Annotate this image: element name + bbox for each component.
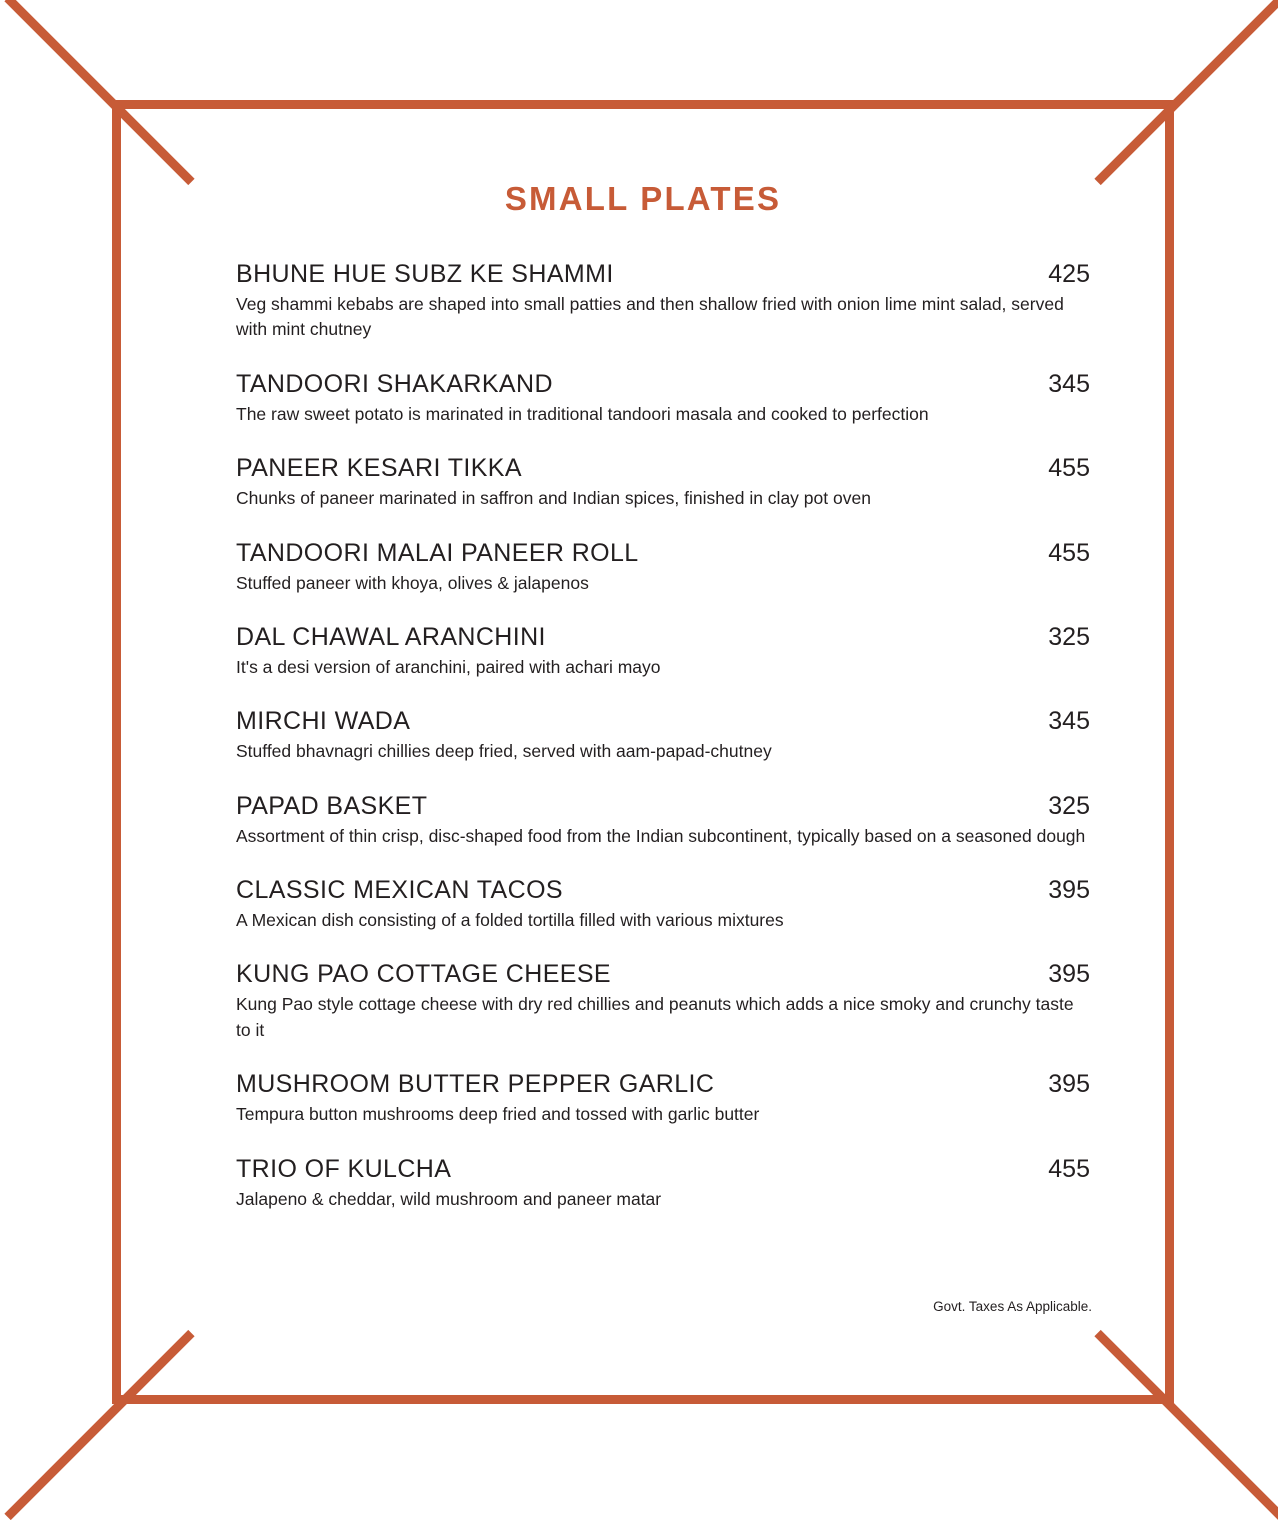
menu-item-name: MUSHROOM BUTTER PEPPER GARLIC	[236, 1070, 715, 1099]
menu-item	[236, 260, 1090, 343]
menu-item	[236, 539, 1090, 596]
menu-item-description: A Mexican dish consisting of a folded tortilla filled with various mixtures	[236, 910, 784, 930]
menu-item-name: TRIO OF KULCHA	[236, 1154, 452, 1183]
menu-item-price: 345	[1048, 369, 1090, 398]
menu-item-header	[236, 876, 1090, 905]
menu-item-description: Stuffed bhavnagri chillies deep fried, served with aam-papad-chutney	[236, 741, 772, 762]
menu-item	[236, 707, 1090, 764]
menu-item-list	[174, 260, 1112, 1212]
menu-item-price: 345	[1048, 707, 1090, 736]
menu-item-price: 395	[1048, 876, 1090, 904]
menu-item-header	[236, 370, 1090, 399]
menu-item-description: Tempura button mushrooms deep fried and tossed with garlic butter	[236, 1104, 760, 1125]
menu-item-header	[236, 1155, 1090, 1184]
menu-item	[236, 1155, 1090, 1212]
menu-item-header	[236, 539, 1090, 568]
menu-item-description: It's a desi version of aranchini, paired with achari mayo	[236, 656, 661, 677]
menu-item-name: TANDOORI SHAKARKAND	[236, 369, 553, 398]
menu-item-name: PAPAD BASKET	[236, 791, 428, 820]
menu-item-name: KUNG PAO COTTAGE CHEESE	[236, 960, 611, 989]
menu-item-header	[236, 792, 1090, 821]
menu-item-price: 455	[1048, 454, 1090, 483]
menu-item-description: Stuffed paneer with khoya, olives & jalapenos	[236, 572, 589, 593]
menu-item-name: PANEER KESARI TIKKA	[236, 454, 522, 483]
menu-item-header	[236, 623, 1090, 652]
menu-item-description: The raw sweet potato is marinated in traditional tandoori masala and cooked to perfection	[236, 403, 929, 424]
menu-item-name: MIRCHI WADA	[236, 707, 411, 736]
menu-item-description: Chunks of paneer marinated in saffron and Indian spices, finished in clay pot oven	[236, 488, 871, 509]
menu-item-name: CLASSIC MEXICAN TACOS	[236, 876, 563, 904]
menu-item-price: 325	[1048, 622, 1090, 651]
menu-item-name: DAL CHAWAL ARANCHINI	[236, 622, 546, 651]
tax-footnote: Govt. Taxes As Applicable.	[933, 1299, 1092, 1314]
menu-item	[236, 960, 1090, 1043]
menu-item-header	[236, 707, 1090, 736]
menu-item-price: 395	[1048, 1070, 1090, 1099]
menu-item-description: Veg shammi kebabs are shaped into small patties and then shallow fried with onion lime mint salad, served with mint chutney	[236, 294, 1064, 340]
menu-item-price: 455	[1048, 1154, 1090, 1183]
menu-item	[236, 876, 1090, 933]
menu-item-header	[236, 1070, 1090, 1099]
menu-item-price: 455	[1048, 538, 1090, 567]
menu-item-name: BHUNE HUE SUBZ KE SHAMMI	[236, 260, 614, 288]
menu-item-name: TANDOORI MALAI PANEER ROLL	[236, 538, 639, 567]
menu-item	[236, 454, 1090, 511]
menu-item	[236, 623, 1090, 680]
menu-item-price: 425	[1048, 260, 1090, 288]
menu-item	[236, 792, 1090, 849]
menu-item-header	[236, 454, 1090, 483]
menu-item	[236, 370, 1090, 427]
menu-item-description: Assortment of thin crisp, disc-shaped food from the Indian subcontinent, typically based on a seasoned dough	[236, 825, 1086, 846]
menu-item-header	[236, 960, 1090, 989]
menu-item	[236, 1070, 1090, 1127]
menu-item-price: 325	[1048, 791, 1090, 820]
menu-item-header	[236, 260, 1090, 289]
menu-item-description: Kung Pao style cottage cheese with dry red chillies and peanuts which adds a nice smoky and crunchy taste to it	[236, 994, 1074, 1040]
menu-page	[112, 100, 1174, 1404]
menu-item-description: Jalapeno & cheddar, wild mushroom and paneer matar	[236, 1188, 662, 1209]
page-title: SMALL PLATES	[504, 180, 782, 217]
menu-item-price: 395	[1048, 960, 1090, 989]
